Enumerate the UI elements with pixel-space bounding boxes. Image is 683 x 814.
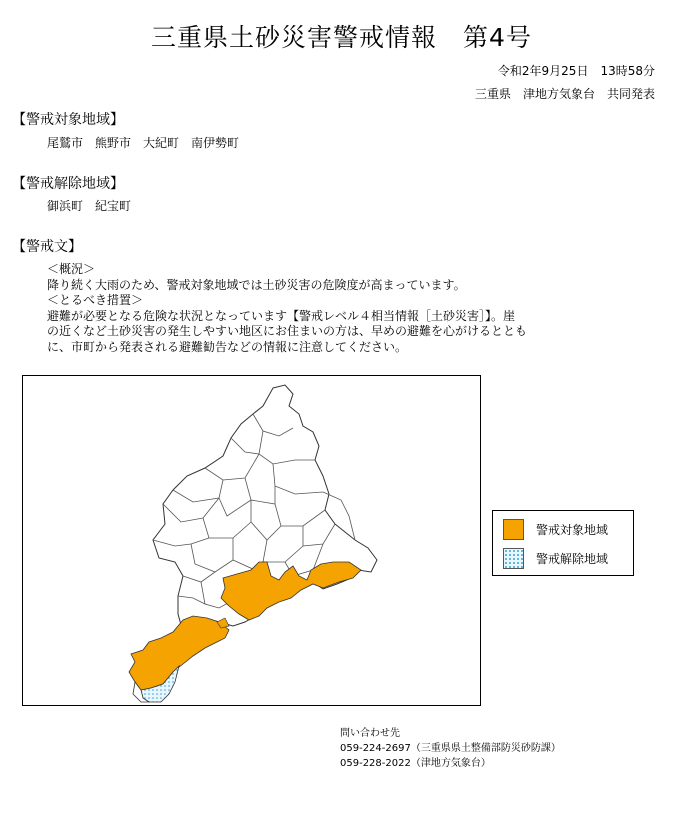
map-svg	[23, 376, 480, 705]
action-text-line1: 避難が必要となる危険な状況となっています【警戒レベル４相当情報［土砂災害］】。崖	[47, 308, 516, 323]
legend-cleared-label: 警戒解除地域	[536, 551, 609, 566]
document-title: 三重県土砂災害警戒情報 第4号	[151, 23, 532, 52]
warning-message	[47, 262, 617, 356]
contact-info	[340, 726, 561, 771]
cleared-area-list: 御浜町 紀宝町	[47, 199, 132, 213]
contact-line1: 059-224-2697（三重県県土整備部防災砂防課）	[340, 743, 561, 754]
message-heading: 【警戒文】	[12, 239, 82, 255]
legend-warning-label: 警戒対象地域	[536, 522, 609, 537]
cleared-swatch	[503, 548, 524, 569]
issuer: 三重県 津地方気象台 共同発表	[474, 87, 655, 101]
prefecture-map	[22, 375, 481, 706]
overview-text: 降り続く大雨のため、警戒対象地域では土砂災害の危険度が高まっています。	[47, 277, 466, 292]
contact-line2: 059-228-2022（津地方気象台）	[340, 758, 491, 769]
cleared-area-heading: 【警戒解除地域】	[12, 176, 124, 192]
warning-area-south	[129, 616, 229, 690]
overview-label: ＜概況＞	[47, 262, 96, 276]
warning-area-heading: 【警戒対象地域】	[12, 112, 124, 128]
map-legend	[492, 510, 634, 576]
contact-heading: 問い合わせ先	[340, 728, 400, 739]
warning-swatch	[503, 519, 524, 540]
warning-area-list: 尾鷲市 熊野市 大紀町 南伊勢町	[47, 136, 240, 150]
action-label: ＜とるべき措置＞	[47, 293, 144, 308]
action-text-line2: の近くなど土砂災害の発生しやすい地区にお住まいの方は、早めの避難を心がけるととも	[47, 324, 528, 339]
action-text-line3: に、市町から発表される避難勧告などの情報に注意してください。	[47, 339, 408, 354]
issued-datetime: 令和2年9月25日 13時58分	[497, 64, 655, 78]
legend-row-warning	[503, 518, 608, 540]
legend-row-cleared	[503, 547, 608, 569]
